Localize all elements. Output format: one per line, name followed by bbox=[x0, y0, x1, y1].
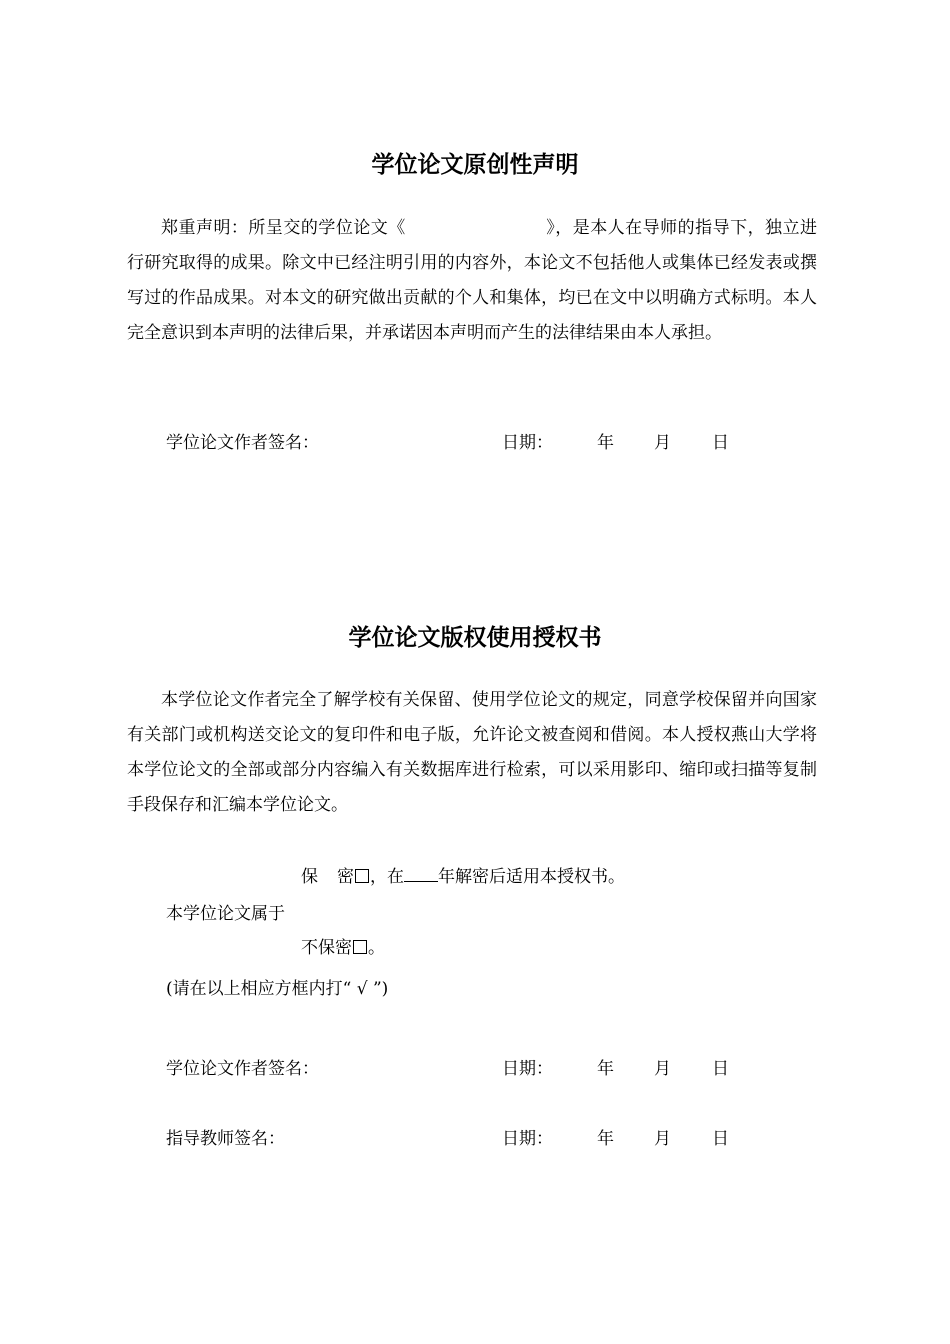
declaration-text-start: 郑重声明：所呈交的学位论文《 bbox=[161, 218, 406, 238]
secret-end-text: 年解密后适用本授权书。 bbox=[438, 867, 625, 887]
advisor-year-label: 年 bbox=[597, 1129, 614, 1149]
check-instruction: (请在以上相应方框内打“ √ ”) bbox=[166, 979, 389, 999]
authorization-author-month-label: 月 bbox=[654, 1059, 671, 1079]
declaration-author-signature-label: 学位论文作者签名： bbox=[166, 433, 319, 453]
declaration-day-label: 日 bbox=[712, 433, 729, 453]
declaration-month-label: 月 bbox=[654, 433, 671, 453]
authorization-author-signature-label: 学位论文作者签名： bbox=[166, 1059, 319, 1079]
secret-mid-text: ，在 bbox=[370, 867, 404, 887]
authorization-paragraph: 本学位论文作者完全了解学校有关保留、使用学位论文的规定，同意学校保留并向国家有关部门或机构送交论文的复印件和电子版，允许论文被查阅和借阅。本人授权燕山大学将本学位论文的全部或部分内容编入有关数据库进行检索，可以采用影印、缩印或扫描等复制手段保存和汇编本学位论文。 bbox=[127, 690, 817, 815]
secret-checkbox[interactable] bbox=[355, 869, 369, 883]
declaration-year-label: 年 bbox=[597, 433, 614, 453]
authorization-author-date-label: 日期： bbox=[502, 1059, 553, 1079]
secret-char-2: 密 bbox=[337, 867, 354, 887]
secret-years-blank[interactable] bbox=[404, 867, 438, 882]
secret-char-1: 保 bbox=[301, 867, 318, 887]
advisor-month-label: 月 bbox=[654, 1129, 671, 1149]
belongs-label: 本学位论文属于 bbox=[166, 904, 285, 924]
nonsecret-end: 。 bbox=[368, 938, 385, 958]
advisor-signature-label: 指导教师签名： bbox=[166, 1129, 285, 1149]
nonsecret-option bbox=[301, 933, 385, 958]
declaration-title: 学位论文原创性声明 bbox=[371, 152, 579, 178]
advisor-day-label: 日 bbox=[712, 1129, 729, 1149]
nonsecret-checkbox[interactable] bbox=[353, 940, 367, 954]
authorization-author-year-label: 年 bbox=[597, 1059, 614, 1079]
authorization-author-day-label: 日 bbox=[712, 1059, 729, 1079]
nonsecret-label: 不保密 bbox=[301, 938, 352, 958]
secret-option bbox=[301, 862, 625, 887]
declaration-text-rest: 》，是本人在导师的指导下，独立进行研究取得的成果。除文中已经注明引用的内容外，本论文不包括他人或集体已经发表或撰写过的作品成果。对本文的研究做出贡献的个人和集体，均已在文中以明确方式标明。本人完全意识到本声明的法律后果，并承诺因本声明而产生的法律结果由本人承担。 bbox=[127, 218, 818, 343]
declaration-date-label: 日期： bbox=[502, 433, 553, 453]
declaration-paragraph bbox=[127, 211, 817, 351]
advisor-date-label: 日期： bbox=[502, 1129, 553, 1149]
authorization-title: 学位论文版权使用授权书 bbox=[348, 625, 602, 651]
